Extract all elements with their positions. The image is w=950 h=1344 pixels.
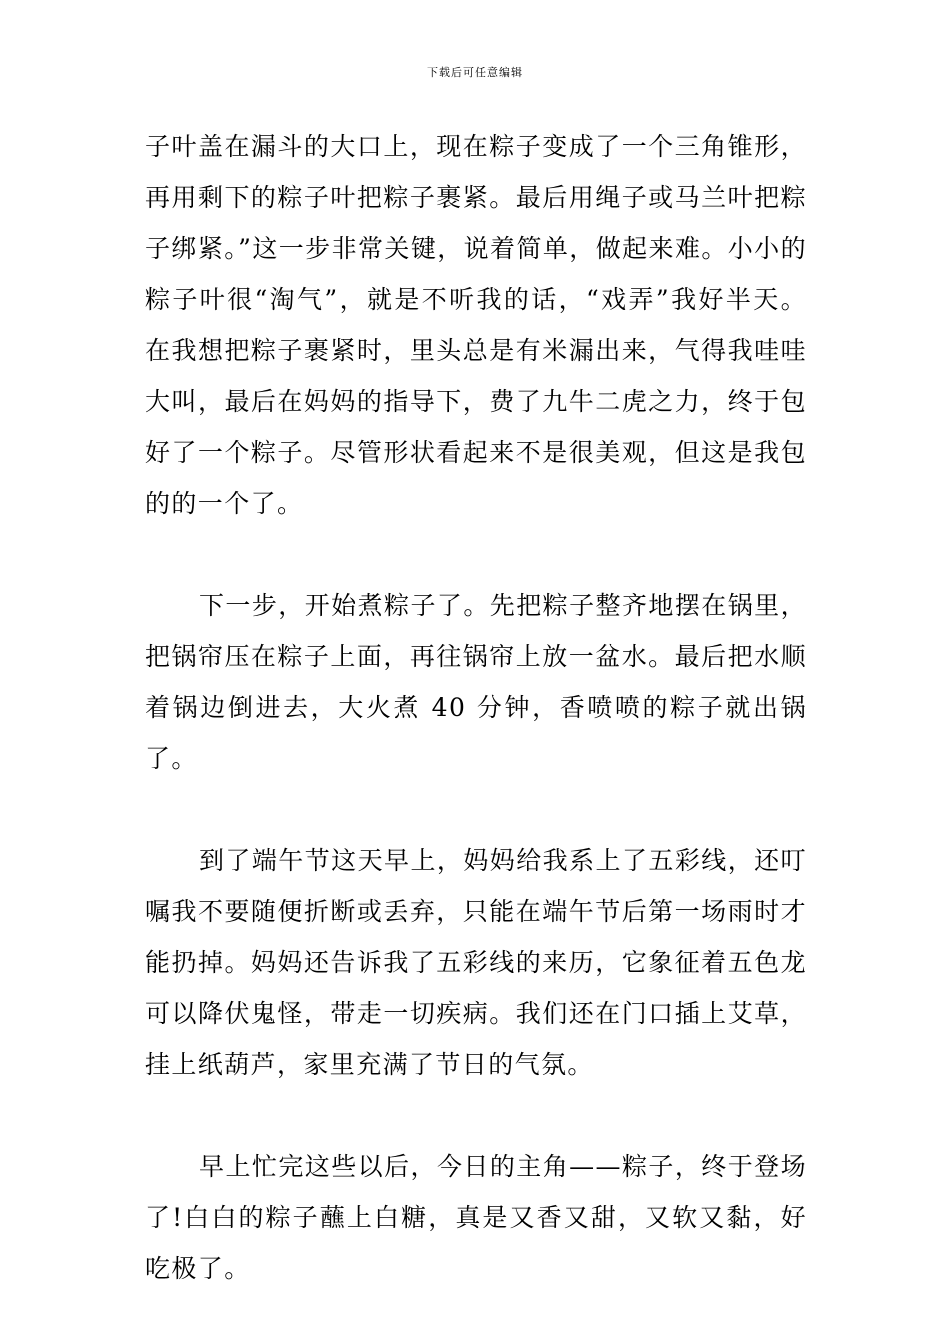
paragraph-1: 子叶盖在漏斗的大口上，现在粽子变成了一个三角锥形，再用剩下的粽子叶把粽子裹紧。最后用绳子或马兰叶把粽子绑紧。”这一步非常关键，说着简单，做起来难。小小的粽子叶很“淘气”，就是不听我的话，“戏弄”我好半天。在我想把粽子裹紧时，里头总是有米漏出来，气得我哇哇大叫，最后在妈妈的指导下，费了九牛二虎之力，终于包好了一个粽子。尽管形状看起来不是很美观，但这是我包的的一个了。: [145, 132, 807, 518]
paragraph-spacer: [145, 784, 807, 835]
document-body: [145, 121, 807, 1294]
paragraph-4: 早上忙完这些以后，今日的主角——粽子，终于登场了!白白的粽子蘸上白糖，真是又香又甜，又软又黏，好吃极了。: [145, 1152, 807, 1283]
paragraph-spacer: [145, 1090, 807, 1141]
page-header-note: 下载后可任意编辑: [427, 66, 523, 79]
paragraph-2: 下一步，开始煮粽子了。先把粽子整齐地摆在锅里，把锅帘压在粽子上面，再往锅帘上放一盆水。最后把水顺着锅边倒进去，大火煮 40 分钟，香喷喷的粽子就出锅了。: [145, 591, 807, 773]
paragraph-3: 到了端午节这天早上，妈妈给我系上了五彩线，还叮嘱我不要随便折断或丢弃，只能在端午节后第一场雨时才能扔掉。妈妈还告诉我了五彩线的来历，它象征着五色龙可以降伏鬼怪，带走一切疾病。我们还在门口插上艾草，挂上纸葫芦，家里充满了节日的气氛。: [145, 846, 807, 1079]
paragraph-spacer: [145, 529, 807, 580]
